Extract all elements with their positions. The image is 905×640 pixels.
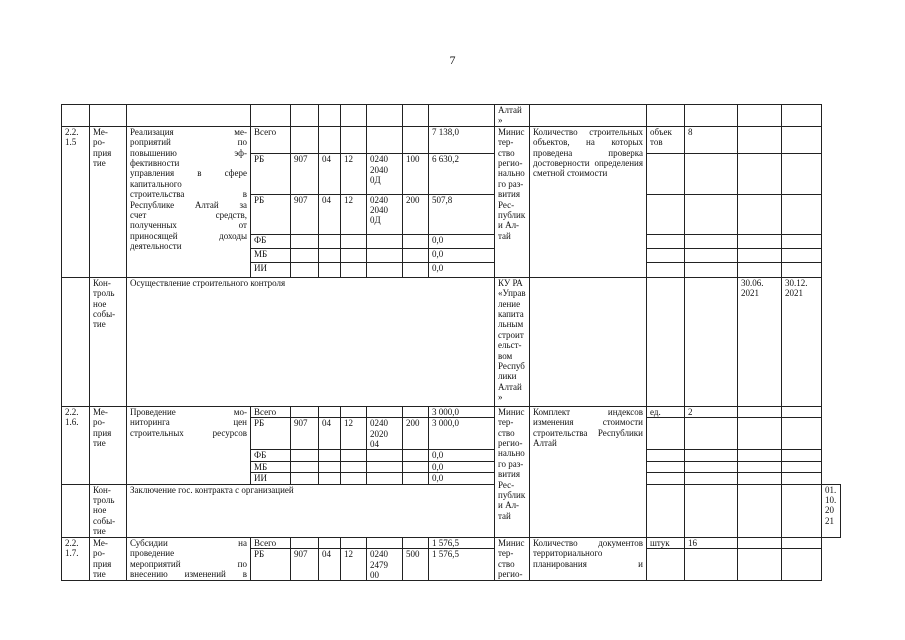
responsible-cell: Алтай»	[495, 105, 530, 127]
item-type: Ме- ро- прия тие	[90, 537, 127, 581]
amount-cell: 3 000,0	[429, 418, 495, 450]
responsible-cell: КУ РА «Управ ление капита льным строит ельст- вом Респуб лики Алтай»	[495, 277, 530, 406]
rz-cell: 04	[319, 549, 341, 581]
start-date: 30.06. 2021	[738, 277, 782, 406]
table-row	[62, 537, 841, 548]
grbs-cell: 907	[291, 418, 319, 450]
rz-cell: 04	[319, 154, 341, 194]
indicator-cell: Комплект индексов изменения стоимости строительства Республики Алтай	[530, 406, 647, 537]
item-type: Ме- ро- прия тие	[90, 126, 127, 277]
event-type: Кон- троль ное собы- тие	[90, 484, 127, 537]
funding-source: РБ	[251, 154, 291, 194]
funding-source: ИИ	[251, 263, 291, 277]
pr-cell: 12	[341, 418, 367, 450]
rz-cell	[319, 126, 341, 153]
funding-source: Всего	[251, 406, 291, 417]
funding-source: Всего	[251, 537, 291, 548]
vr-cell: 500	[403, 549, 429, 581]
item-number: 2.2. 1.7.	[62, 537, 90, 581]
event-name: Заключение гос. контракта с организацией	[127, 484, 495, 537]
item-number: 2.2. 1.6.	[62, 406, 90, 484]
funding-source: РБ	[251, 194, 291, 234]
unit-cell: объек тов	[647, 126, 685, 153]
grbs-cell: 907	[291, 154, 319, 194]
amount-cell: 0,0	[429, 450, 495, 461]
amount-cell: 7 138,0	[429, 126, 495, 153]
unit-cell: ед.	[647, 406, 685, 417]
table-row	[62, 126, 841, 153]
csr-cell: 0240 2479 00	[367, 549, 403, 581]
grbs-cell	[291, 126, 319, 153]
csr-cell: 0240 2040 0Д	[367, 194, 403, 234]
value-cell: 2	[685, 406, 738, 417]
amount-cell: 3 000,0	[429, 406, 495, 417]
csr-cell: 0240 2020 04	[367, 418, 403, 450]
vr-cell: 100	[403, 154, 429, 194]
funding-source: РБ	[251, 549, 291, 581]
pr-cell: 12	[341, 154, 367, 194]
amount-cell: 1 576,5	[429, 537, 495, 548]
table-row	[62, 484, 841, 537]
funding-source: Всего	[251, 126, 291, 153]
page-number: 7	[449, 53, 456, 67]
funding-source: РБ	[251, 418, 291, 450]
item-number: 2.2. 1.5	[62, 126, 90, 277]
pr-cell: 12	[341, 549, 367, 581]
vr-cell: 200	[403, 418, 429, 450]
event-name: Осуществление строительного контроля	[127, 277, 495, 406]
indicator-cell: Количество строительных объектов, на которых проведена проверка достоверности определения сметной стоимости	[530, 126, 647, 277]
responsible-cell: Минис тер- ство регио- нально го раз- вития Рес- публик и Ал- тай	[495, 406, 530, 537]
grbs-cell: 907	[291, 549, 319, 581]
amount-cell: 0,0	[429, 461, 495, 472]
value-cell: 8	[685, 126, 738, 153]
program-table	[61, 104, 841, 581]
table-row	[62, 277, 841, 406]
item-name: Реализация ме- роприятий по повышению эф- фективности управления в сфере капитального строительства в Республике Алтай за счет средств, полученных от приносящей доходы деятельности	[127, 126, 251, 277]
end-date: 01.10. 2021	[822, 484, 841, 537]
rz-cell: 04	[319, 194, 341, 234]
amount-cell: 507,8	[429, 194, 495, 234]
funding-source: ФБ	[251, 450, 291, 461]
pr-cell: 12	[341, 194, 367, 234]
table-row	[62, 105, 841, 127]
amount-cell: 0,0	[429, 473, 495, 484]
funding-source: МБ	[251, 461, 291, 472]
responsible-cell: Минис тер- ство регио- нально го раз- вития Рес- публик и Ал- тай	[495, 126, 530, 277]
funding-source: МБ	[251, 249, 291, 263]
amount-cell: 0,0	[429, 234, 495, 248]
responsible-cell: Минис тер- ство регио-	[495, 537, 530, 581]
amount-cell: 0,0	[429, 249, 495, 263]
amount-cell: 0,0	[429, 263, 495, 277]
indicator-cell: Количество документов территориального планирования и	[530, 537, 647, 581]
end-date: 30.12. 2021	[782, 277, 822, 406]
vr-cell: 200	[403, 194, 429, 234]
value-cell: 16	[685, 537, 738, 548]
item-name: Проведение мо- ниторинга цен строительных ресурсов	[127, 406, 251, 484]
item-type: Ме- ро- прия тие	[90, 406, 127, 484]
amount-cell: 1 576,5	[429, 549, 495, 581]
table-row	[62, 406, 841, 417]
csr-cell: 0240 2040 0Д	[367, 154, 403, 194]
vr-cell	[403, 126, 429, 153]
amount-cell: 6 630,2	[429, 154, 495, 194]
rz-cell: 04	[319, 418, 341, 450]
pr-cell	[341, 126, 367, 153]
grbs-cell: 907	[291, 194, 319, 234]
item-name: Субсидии на проведение мероприятий по внесению изменений в	[127, 537, 251, 581]
funding-source: ФБ	[251, 234, 291, 248]
unit-cell: штук	[647, 537, 685, 548]
event-type: Кон- троль ное собы- тие	[90, 277, 127, 406]
funding-source: ИИ	[251, 473, 291, 484]
csr-cell	[367, 126, 403, 153]
